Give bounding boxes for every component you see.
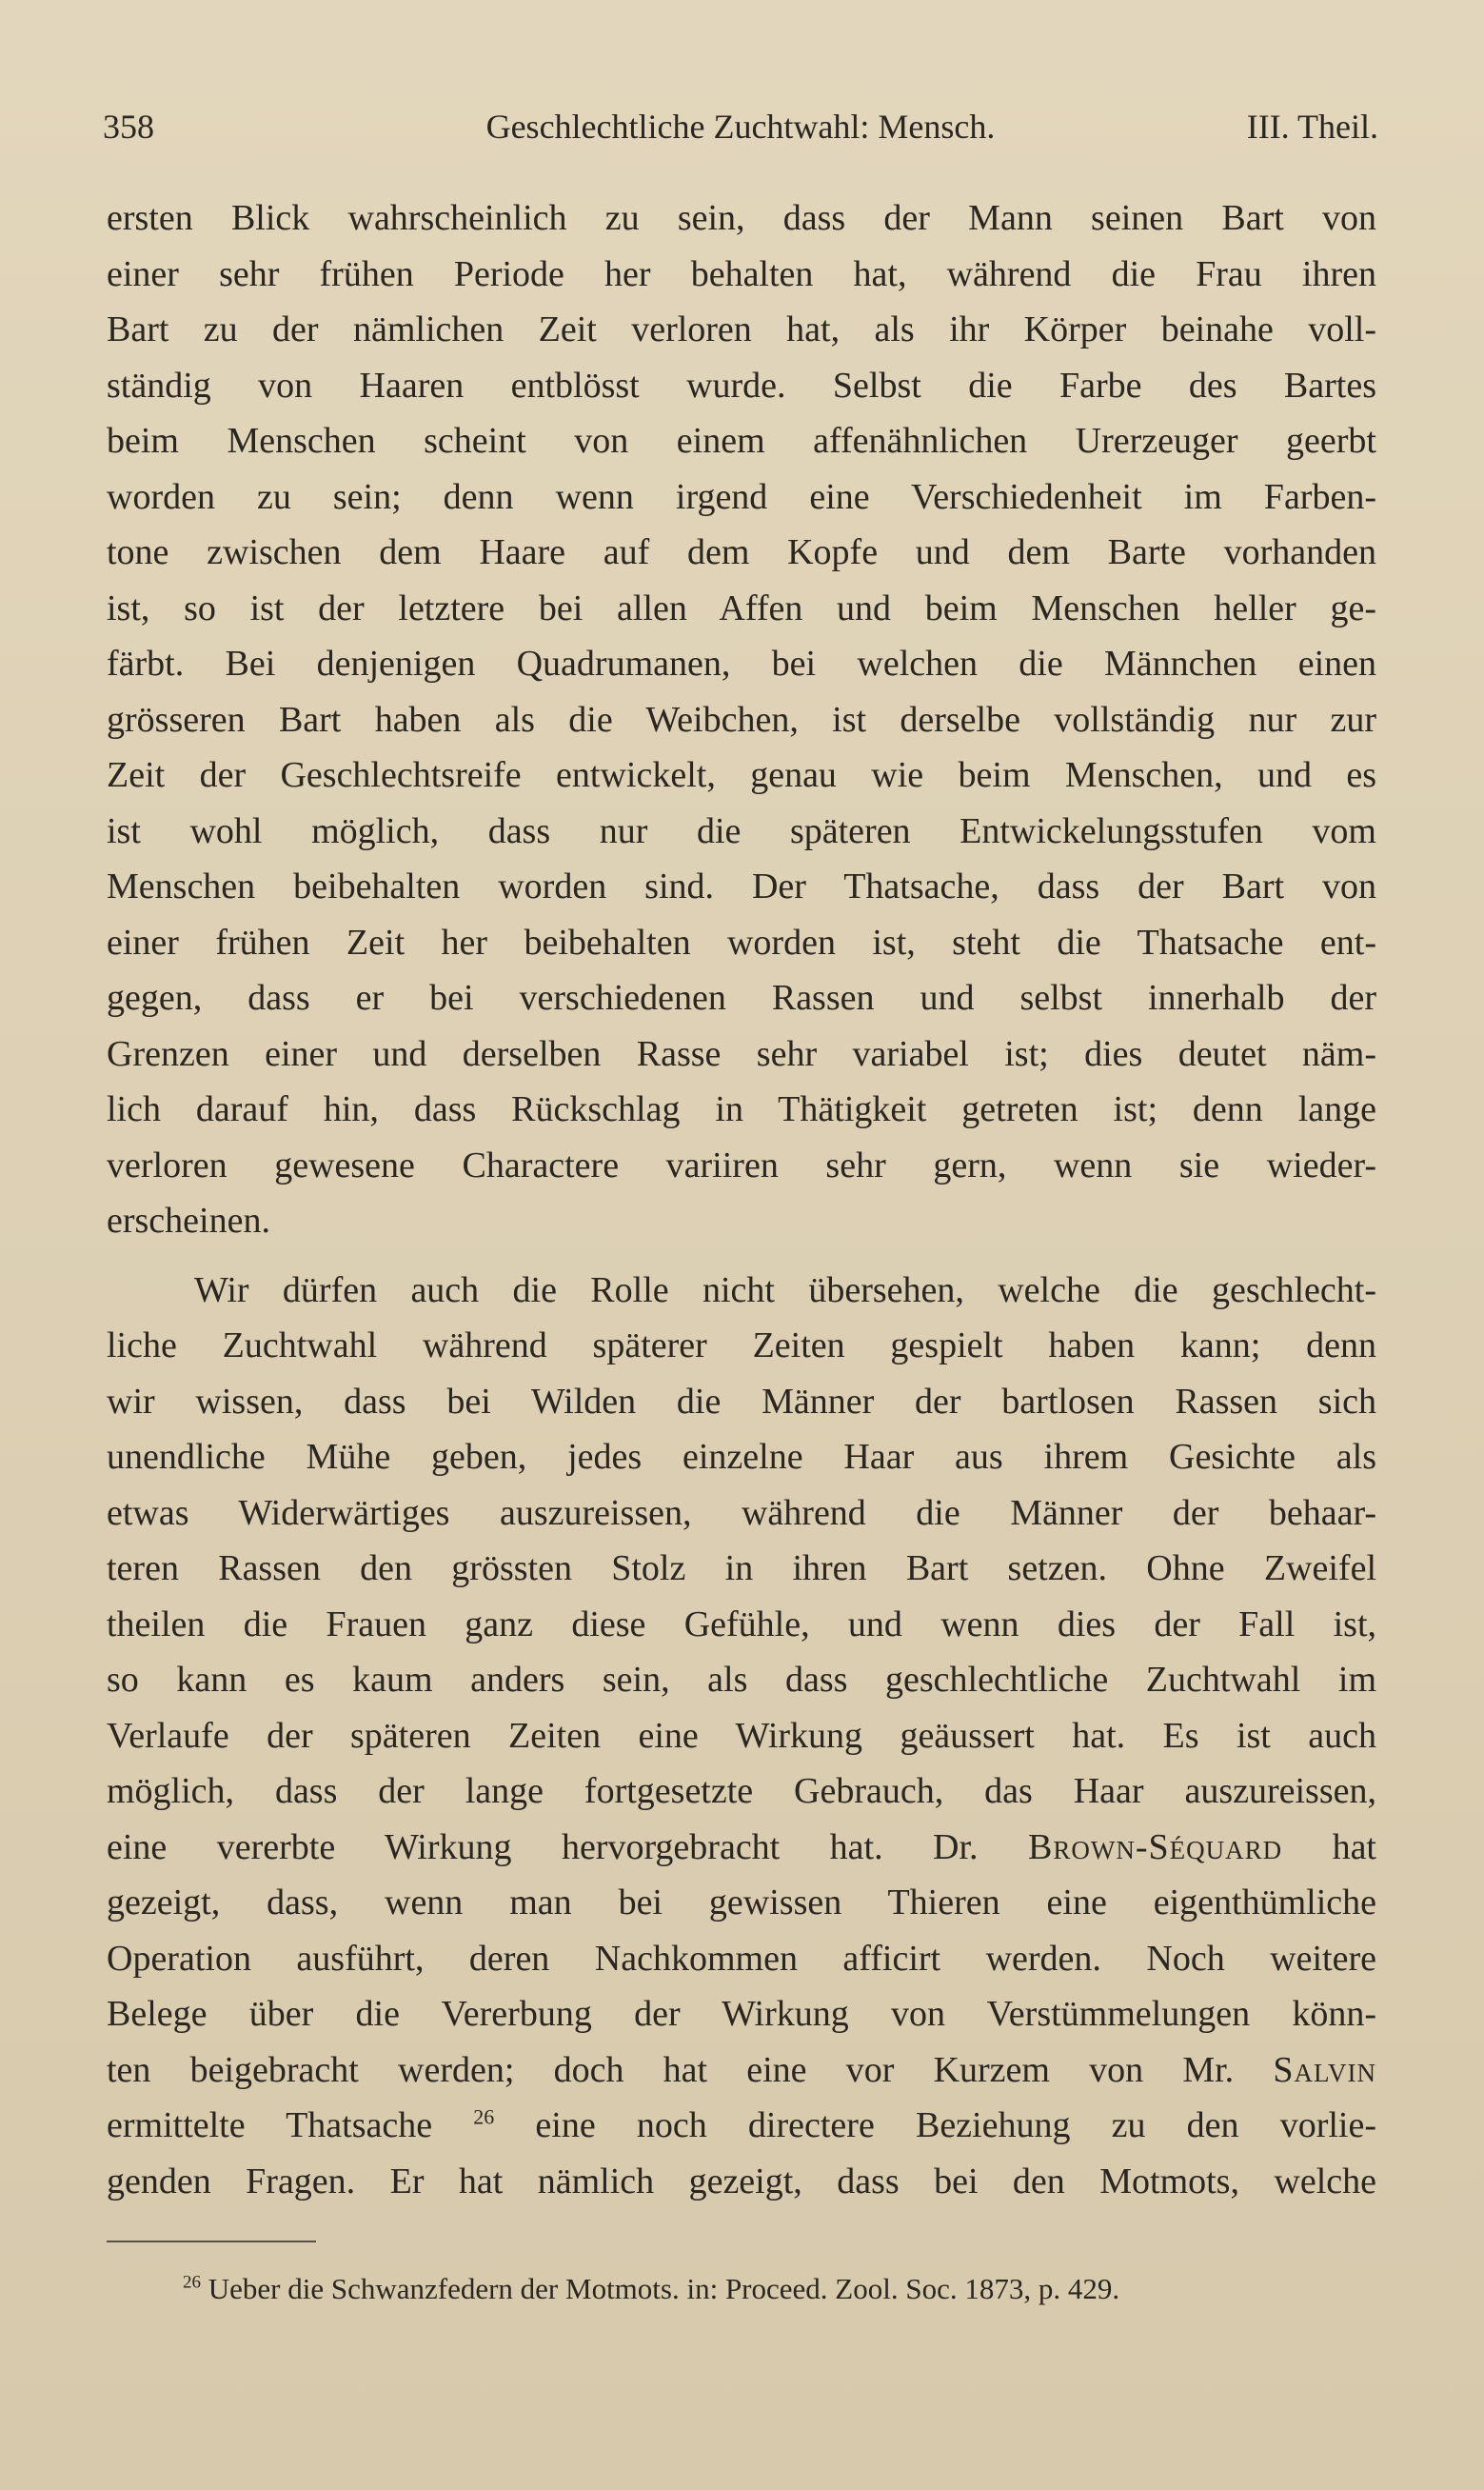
text-line: beim Menschen scheint von einem affenähnlichen Urerzeuger geerbt (107, 421, 1376, 461)
author-name: Brown-Séquard (1028, 1826, 1283, 1867)
text-line: wir wissen, dass bei Wilden die Männer der bartlosen Rassen sich (107, 1381, 1376, 1422)
text-run: hat (1282, 1826, 1376, 1867)
text-line: gegen, dass er bei verschiedenen Rassen und selbst innerhalb der (107, 978, 1376, 1018)
text-line: Wir dürfen auch die Rolle nicht übersehen, welche die geschlecht- (194, 1269, 1376, 1310)
part-label: III. Theil. (1246, 108, 1378, 146)
text-line: worden zu sein; denn wenn irgend eine Verschiedenheit im Farben- (107, 476, 1376, 517)
text-run: ten beigebracht werden; doch hat eine vor Kurzem von Mr. (107, 2049, 1274, 2090)
text-line (107, 2098, 1376, 2154)
text-line: liche Zuchtwahl während späterer Zeiten gespielt haben kann; denn (107, 1325, 1376, 1365)
text-line: erscheinen. (107, 1201, 270, 1241)
text-line: Belege über die Vererbung der Wirkung von Verstümmelungen könn- (107, 1994, 1376, 2034)
footnote-reference[interactable]: 26 (473, 2104, 495, 2129)
text-line: Verlaufe der späteren Zeiten eine Wirkung geäussert hat. Es ist auch (107, 1715, 1376, 1756)
text-line: Grenzen einer und derselben Rasse sehr variabel ist; dies deutet näm- (107, 1033, 1376, 1074)
paragraph-gap (107, 1249, 1376, 1263)
text-line: Bart zu der nämlichen Zeit verloren hat, als ihr Körper beinahe voll- (107, 309, 1376, 349)
text-line: tone zwischen dem Haare auf dem Kopfe und dem Barte vorhanden (107, 532, 1376, 572)
text-line: ist, so ist der letztere bei allen Affen und beim Menschen heller ge- (107, 588, 1376, 628)
footnote-text: Ueber die Schwanzfedern der Motmots. in: Proceed. Zool. Soc. 1873, p. 429. (201, 2272, 1120, 2305)
running-title: Geschlechtliche Zuchtwahl: Mensch. (485, 108, 996, 146)
footnote-divider (107, 2241, 316, 2242)
text-line: etwas Widerwärtiges auszureissen, während die Männer der behaar- (107, 1492, 1376, 1533)
text-line: möglich, dass der lange fortgesetzte Gebrauch, das Haar auszureissen, (107, 1771, 1376, 1811)
text-line: färbt. Bei denjenigen Quadrumanen, bei welchen die Männchen einen (107, 644, 1376, 684)
text-run: eine vererbte Wirkung hervorgebracht hat. Dr. (107, 1826, 1028, 1867)
text-line: genden Fragen. Er hat nämlich gezeigt, dass bei den Motmots, welche (107, 2161, 1376, 2201)
running-header (103, 107, 1378, 156)
text-line: ist wohl möglich, dass nur die späteren Entwickelungsstufen vom (107, 810, 1376, 851)
text-line: grösseren Bart haben als die Weibchen, ist derselbe vollständig nur zur (107, 699, 1376, 740)
text-run: eine noch directere Beziehung zu den vorlie- (494, 2105, 1376, 2145)
text-line: theilen die Frauen ganz diese Gefühle, und wenn dies der Fall ist, (107, 1604, 1376, 1644)
text-line: ersten Blick wahrscheinlich zu sein, dass der Mann seinen Bart von (107, 198, 1376, 238)
text-line: so kann es kaum anders sein, als dass geschlechtliche Zuchtwahl im (107, 1660, 1376, 1700)
body-text (107, 190, 1376, 2209)
text-line: einer frühen Zeit her beibehalten worden ist, steht die Thatsache ent- (107, 922, 1376, 963)
text-line: Zeit der Geschlechtsreife entwickelt, genau wie beim Menschen, und es (107, 755, 1376, 795)
author-name: Salvin (1273, 2049, 1376, 2090)
page-number: 358 (103, 108, 154, 146)
text-line: Operation ausführt, deren Nachkommen afficirt werden. Noch weitere (107, 1938, 1376, 1979)
text-line: teren Rassen den grössten Stolz in ihren Bart setzen. Ohne Zweifel (107, 1548, 1376, 1588)
text-line: verloren gewesene Charactere variiren sehr gern, wenn sie wieder- (107, 1145, 1376, 1185)
footnote-mark: 26 (183, 2272, 201, 2293)
text-line (107, 1820, 1376, 1876)
text-line: gezeigt, dass, wenn man bei gewissen Thieren eine eigenthümliche (107, 1882, 1376, 1922)
text-line: Menschen beibehalten worden sind. Der Thatsache, dass der Bart von (107, 867, 1376, 906)
text-line: unendliche Mühe geben, jedes einzelne Haar aus ihrem Gesichte als (107, 1437, 1376, 1477)
text-line: lich darauf hin, dass Rückschlag in Thätigkeit getreten ist; denn lange (107, 1089, 1376, 1129)
text-line: ständig von Haaren entblösst wurde. Selbst die Farbe des Bartes (107, 365, 1376, 406)
footnote (183, 2268, 1382, 2310)
text-line: einer sehr frühen Periode her behalten hat, während die Frau ihren (107, 253, 1376, 294)
text-run: ermittelte Thatsache (107, 2105, 474, 2145)
text-line (107, 2042, 1376, 2099)
